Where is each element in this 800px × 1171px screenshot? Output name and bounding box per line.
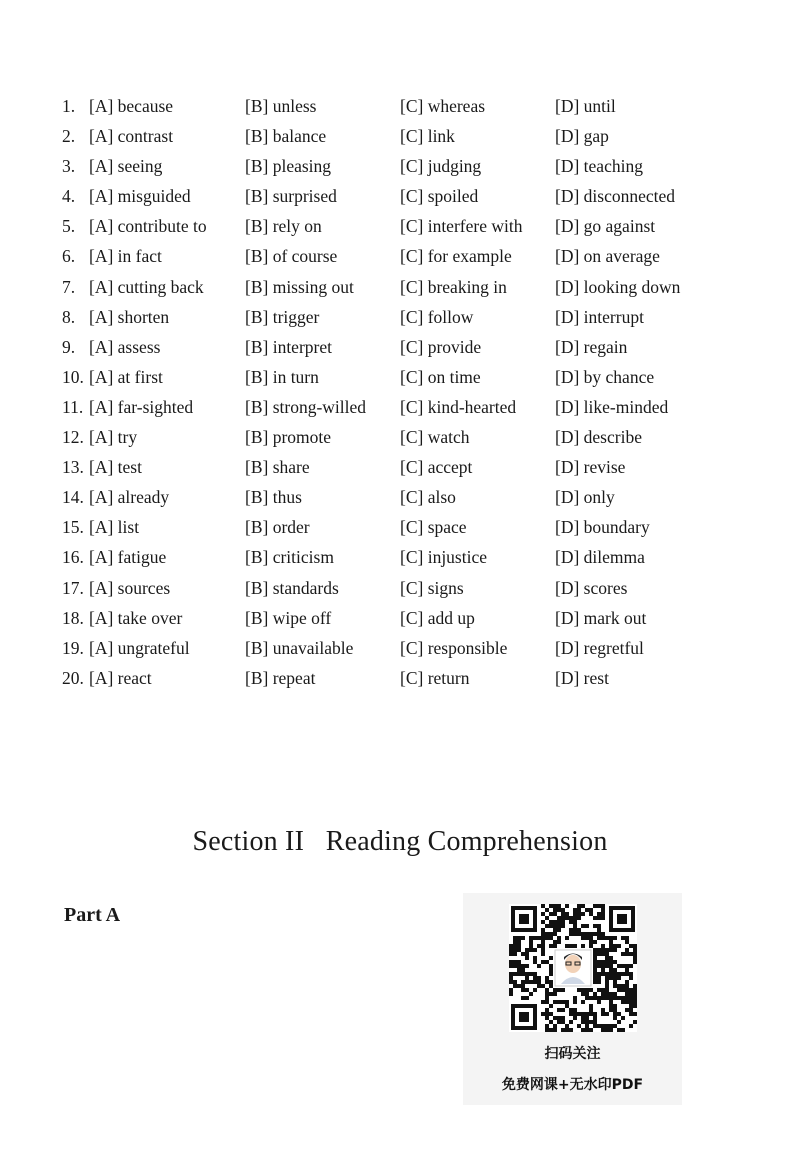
option-d: [D] disconnected (555, 186, 676, 207)
option-a: [A] shorten (89, 306, 170, 327)
question-number: 5. (62, 216, 76, 237)
option-c: [C] follow (400, 306, 474, 327)
option-d: [D] scores (555, 577, 628, 598)
question-number: 17. (62, 577, 84, 598)
qr-caption-scan: 扫码关注 (544, 1046, 601, 1062)
option-d: [D] regain (555, 336, 628, 357)
option-a: [A] at first (89, 366, 163, 387)
option-c: [C] whereas (400, 96, 486, 116)
option-c: [C] responsible (400, 637, 508, 658)
option-c: [C] kind-hearted (400, 396, 517, 417)
question-row (62, 455, 762, 485)
question-number: 16. (62, 547, 84, 568)
option-d: [D] mark out (555, 607, 647, 628)
option-c: [C] injustice (400, 547, 487, 568)
option-c: [C] also (400, 487, 456, 508)
option-c: [C] signs (400, 577, 464, 598)
qr-caption-offer: 免费网课+无水印PDF (501, 1077, 644, 1093)
option-b: [B] order (245, 517, 310, 538)
option-d: [D] by chance (555, 366, 655, 387)
question-number: 11. (62, 396, 84, 417)
option-a: [A] seeing (89, 156, 163, 177)
option-a: [A] take over (89, 607, 183, 628)
option-a: [A] assess (89, 336, 161, 357)
option-d: [D] only (555, 487, 615, 508)
question-row (62, 545, 762, 575)
option-d: [D] teaching (555, 156, 643, 177)
option-c: [C] interfere with (400, 216, 523, 237)
option-d: [D] on average (555, 246, 660, 267)
question-number: 10. (62, 366, 84, 387)
option-b: [B] thus (245, 487, 302, 508)
option-b: [B] in turn (245, 366, 319, 387)
option-b: [B] unless (245, 96, 317, 116)
option-a: [A] because (89, 96, 174, 116)
question-row (62, 576, 762, 606)
option-c: [C] breaking in (400, 276, 507, 297)
qr-code-icon[interactable] (509, 904, 637, 1032)
question-row (62, 305, 762, 335)
option-a: [A] fatigue (89, 547, 167, 568)
question-row (62, 244, 762, 274)
question-row (62, 606, 762, 636)
option-c: [C] link (400, 126, 455, 147)
question-row (62, 214, 762, 244)
option-d: [D] looking down (555, 276, 681, 297)
question-number: 3. (62, 156, 76, 177)
option-a: [A] react (89, 667, 152, 688)
option-b: [B] wipe off (245, 607, 332, 628)
option-c: [C] spoiled (400, 186, 479, 207)
option-b: [B] missing out (245, 276, 354, 297)
option-a: [A] contrast (89, 126, 174, 147)
option-d: [D] interrupt (555, 306, 644, 327)
question-row (62, 485, 762, 515)
question-number: 8. (62, 306, 76, 327)
option-a: [A] contribute to (89, 216, 207, 237)
option-c: [C] for example (400, 246, 512, 267)
option-c: [C] watch (400, 427, 470, 448)
question-row (62, 636, 762, 666)
question-row (62, 515, 762, 545)
question-number: 12. (62, 427, 84, 448)
option-c: [C] space (400, 517, 467, 538)
option-d: [D] like-minded (555, 396, 669, 417)
question-row (62, 666, 762, 696)
question-number: 6. (62, 246, 76, 267)
option-b: [B] surprised (245, 186, 337, 207)
question-number: 1. (62, 96, 76, 116)
question-number: 18. (62, 607, 84, 628)
question-row (62, 124, 762, 154)
option-d: [D] gap (555, 126, 609, 147)
option-c: [C] accept (400, 457, 473, 478)
option-a: [A] try (89, 427, 138, 448)
option-b: [B] strong-willed (245, 396, 367, 417)
option-a: [A] sources (89, 577, 171, 598)
option-d: [D] dilemma (555, 547, 645, 568)
question-row (62, 94, 762, 124)
option-b: [B] of course (245, 246, 338, 267)
option-d: [D] rest (555, 667, 609, 688)
option-c: [C] return (400, 667, 470, 688)
option-d: [D] until (555, 96, 616, 116)
option-b: [B] promote (245, 427, 332, 448)
option-a: [A] misguided (89, 186, 191, 207)
question-row (62, 395, 762, 425)
question-number: 19. (62, 637, 84, 658)
avatar-icon (555, 950, 591, 986)
question-row (62, 335, 762, 365)
question-row (62, 425, 762, 455)
question-row (62, 275, 762, 305)
option-b: [B] balance (245, 126, 327, 147)
option-a: [A] list (89, 517, 140, 538)
option-c: [C] add up (400, 607, 475, 628)
question-number: 14. (62, 487, 84, 508)
option-a: [A] already (89, 487, 170, 508)
option-a: [A] in fact (89, 246, 162, 267)
option-b: [B] standards (245, 577, 339, 598)
cloze-options-list (62, 94, 762, 696)
option-d: [D] boundary (555, 517, 650, 538)
question-number: 13. (62, 457, 84, 478)
option-b: [B] pleasing (245, 156, 332, 177)
option-d: [D] regretful (555, 637, 644, 658)
option-b: [B] share (245, 457, 310, 478)
question-number: 2. (62, 126, 76, 147)
option-d: [D] go against (555, 216, 656, 237)
option-b: [B] criticism (245, 547, 334, 568)
option-b: [B] interpret (245, 336, 332, 357)
question-number: 20. (62, 667, 84, 688)
part-title: Part A (64, 904, 121, 926)
question-row (62, 154, 762, 184)
option-b: [B] unavailable (245, 637, 354, 658)
option-c: [C] on time (400, 366, 481, 387)
option-a: [A] test (89, 457, 142, 478)
question-row (62, 184, 762, 214)
option-b: [B] rely on (245, 216, 322, 237)
question-row (62, 365, 762, 395)
option-a: [A] far-sighted (89, 396, 194, 417)
option-b: [B] repeat (245, 667, 316, 688)
option-c: [C] judging (400, 156, 482, 177)
option-b: [B] trigger (245, 306, 320, 327)
question-number: 4. (62, 186, 76, 207)
question-number: 7. (62, 276, 76, 297)
question-number: 15. (62, 517, 84, 538)
option-a: [A] ungrateful (89, 637, 190, 658)
question-number: 9. (62, 336, 76, 357)
option-a: [A] cutting back (89, 276, 204, 297)
option-c: [C] provide (400, 336, 482, 357)
qr-promo-card (463, 893, 682, 1105)
option-d: [D] revise (555, 457, 626, 478)
section-title: Section II Reading Comprehension (192, 826, 608, 857)
option-d: [D] describe (555, 427, 642, 448)
